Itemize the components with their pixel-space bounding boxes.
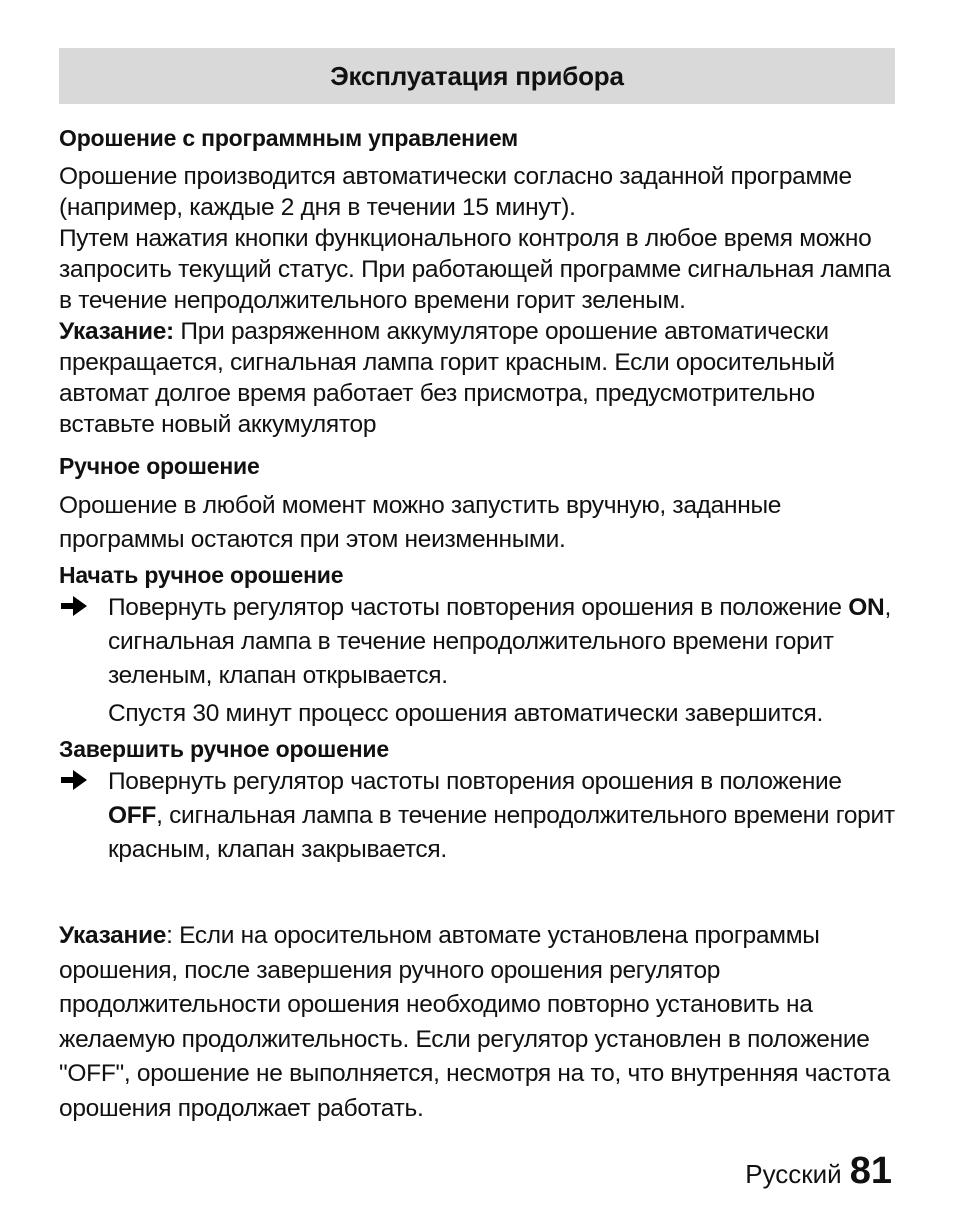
page-title: Эксплуатация прибора [330,60,624,91]
paragraph-manual-intro: Орошение в любой момент можно запустить вручную, заданные программы остаются при этом неизменными. [59,492,782,553]
paragraph-program-intro: Орошение производится автоматически согласно заданной программе (например, каждые 2 дня в течении 15 минут). [59,163,852,221]
step-stop-manual [59,765,899,867]
page-footer [745,1150,892,1193]
paragraph-final-note [59,919,899,1126]
page-number: 81 [849,1150,892,1192]
step-stop-text: Повернуть регулятор частоты повторения орошения в положение OFF, сигнальная лампа в течение непродолжительного времени горит красным, клапан закрывается. [108,768,895,863]
note2-label: Указание [59,922,167,949]
footer-language: Русский [745,1159,842,1189]
main-content [59,122,899,1126]
position-off: OFF [108,802,157,829]
paragraph-auto-stop: Спустя 30 минут процесс орошения автоматически завершится. [108,700,823,727]
note-text: При разряженном аккумуляторе орошение автоматически прекращается, сигнальная лампа горит красным. Если оросительный автомат долгое время работает без присмотра, предусмотрительно вставьте новый аккумулятор [59,318,835,438]
note2-text: : Если на оросительном автомате установлена программы орошения, после завершения ручного орошения регулятор продолжительности орошения необходимо повторно установить на желаемую продолжительность. Если регулятор установлен в положение "OFF", орошение не выполняется, несмотря на то, что внутренняя частота орошения продолжает работать. [59,922,890,1122]
heading-start-manual: Начать ручное орошение [59,562,344,588]
section-header-bar [59,48,895,104]
position-on: ON [848,594,885,621]
heading-stop-manual: Завершить ручное орошение [59,736,389,762]
step-start-text: Повернуть регулятор частоты повторения орошения в положение ON, сигнальная лампа в течение непродолжительного времени горит зеленым, клапан открывается. [108,594,891,689]
arrow-right-icon [59,591,108,619]
note-label: Указание: [59,318,174,345]
heading-program-watering: Орошение с программным управлением [59,125,518,151]
paragraph-battery-note [59,316,899,440]
step-start-manual [59,591,899,693]
heading-manual-watering: Ручное орошение [59,453,260,479]
arrow-right-icon [59,765,108,793]
paragraph-status-check: Путем нажатия кнопки функционального контроля в любое время можно запросить текущий статус. При работающей программе сигнальная лампа в течение непродолжительного времени горит зеленым. [59,225,891,314]
